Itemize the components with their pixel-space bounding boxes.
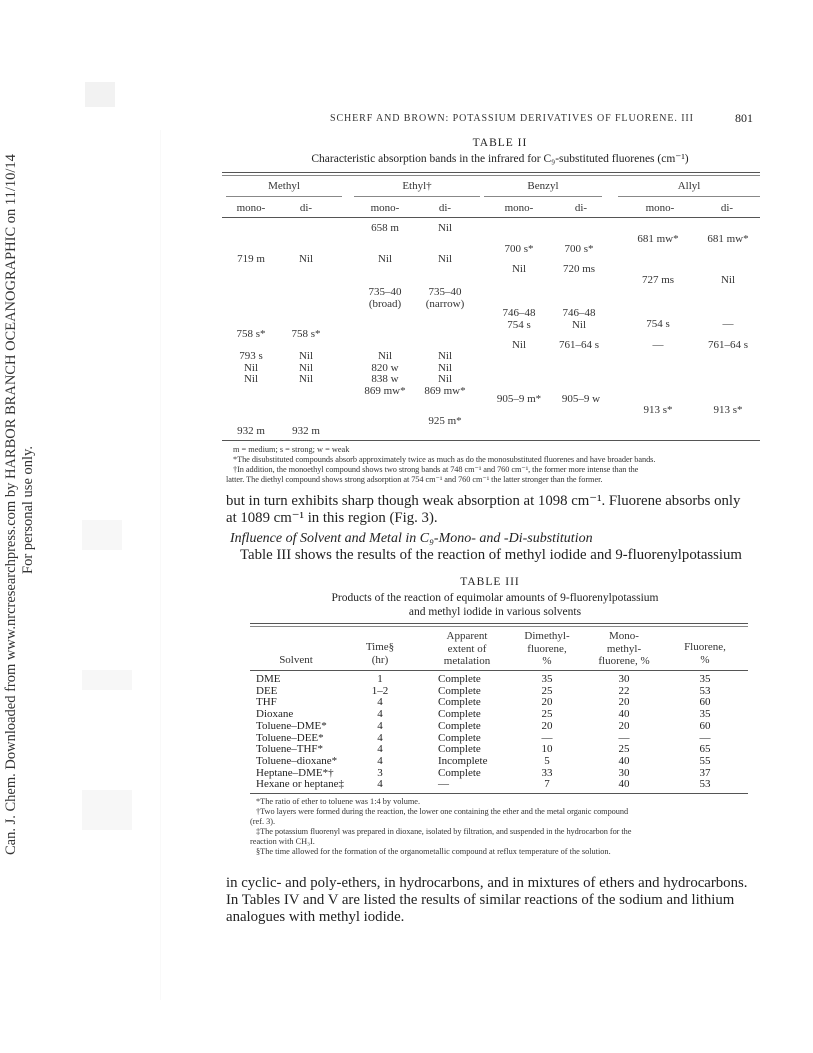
group-rule-ethyl [354, 196, 480, 197]
table3-footnote: §The time allowed for the formation of the organometallic compound at reflux temperature of the solution. [256, 847, 611, 856]
body-paragraph-line: in cyclic- and poly-ethers, in hydrocarbons, and in mixtures of ethers and hydrocarbons. [226, 875, 748, 891]
t3-header-dimethyl: Dimethyl- fluorene, % [524, 630, 570, 667]
t3-column-metalation: Complete Complete Complete Complete Complete Complete Complete Incomplete Complete — [438, 673, 488, 791]
t2-cell: 905–9 m* [496, 393, 542, 405]
subhead-methyl-di: di- [299, 202, 313, 214]
t2-cell: 727 ms [641, 274, 675, 286]
group-header-ethyl: Ethyl† [402, 180, 432, 192]
t2-cell: 761–64 s [707, 339, 749, 351]
t2-cell: Nil [377, 253, 393, 265]
scan-speck [82, 670, 132, 690]
t2-cell: Nil [720, 274, 736, 286]
table3-top-rule-2 [250, 626, 748, 627]
table2-footnote: m = medium; s = strong; w = weak [233, 445, 350, 454]
t3-column-solvent: DME DEE THF Dioxane Toluene–DME* Toluene–DEE* Toluene–THF* Toluene–dioxane* Heptane–DME*† Hexane or heptane‡ [256, 673, 344, 791]
subhead-benzyl-mono: mono- [504, 202, 534, 214]
table3-bottom-rule [250, 793, 748, 794]
t2-cell: Nil [511, 339, 527, 351]
t2-cell: — [722, 318, 734, 330]
scan-gutter [160, 130, 161, 1000]
t2-cell: Nil 820 w 838 w 869 mw* [364, 350, 406, 397]
t3-column-dimethyl: 35 25 20 25 20 — 10 5 33 7 [541, 673, 553, 791]
scan-speck [85, 82, 115, 107]
t2-cell: 719 m [237, 253, 265, 265]
t2-cell: — [652, 339, 664, 351]
t2-cell: 754 s [646, 318, 670, 330]
t2-cell: 761–64 s [558, 339, 600, 351]
subhead-methyl-mono: mono- [236, 202, 266, 214]
t3-header-monomethyl: Mono- methyl- fluorene, % [598, 630, 650, 667]
table2-bottom-rule [222, 440, 760, 441]
group-header-methyl: Methyl [268, 180, 300, 192]
group-rule-allyl [618, 196, 760, 197]
table2-header-rule [222, 217, 760, 218]
subhead-ethyl-mono: mono- [370, 202, 400, 214]
running-head: SCHERF AND BROWN: POTASSIUM DERIVATIVES OF FLUORENE. III [330, 113, 694, 124]
group-rule-methyl [226, 196, 342, 197]
scan-speck [82, 520, 122, 550]
t2-cell: 658 m [371, 222, 399, 234]
table3-title: TABLE III [460, 576, 520, 588]
group-rule-benzyl [484, 196, 602, 197]
subhead-benzyl-di: di- [574, 202, 588, 214]
body-paragraph-line: analogues with methyl iodide. [226, 909, 405, 925]
table3-footnote: *The ratio of ether to toluene was 1:4 by volume. [256, 797, 421, 806]
page-number: 801 [735, 111, 753, 125]
group-header-benzyl: Benzyl [527, 180, 559, 192]
section-heading: Influence of Solvent and Metal in C₉-Mono- and -Di-substitution [230, 531, 593, 546]
t2-cell: Nil [298, 253, 314, 265]
t3-header-metalation: Apparent extent of metalation [443, 630, 491, 667]
t3-column-monomethyl: 30 22 20 40 20 — 25 40 30 40 [618, 673, 630, 791]
watermark-line-1: Can. J. Chem. Downloaded from www.nrcresearchpress.com by HARBOR BRANCH OCEANOGRAPHIC on 11/10/14 [3, 154, 19, 855]
t2-cell: 681 mw* [637, 233, 679, 245]
table3-footnote: ‡The potassium fluorenyl was prepared in dioxane, isolated by filtration, and suspended in the hydrocarbon for the [256, 827, 632, 836]
table2-caption: Characteristic absorption bands in the infrared for C₉-substituted fluorenes (cm⁻¹) [311, 153, 689, 165]
t2-cell: 735–40 (broad) [368, 286, 402, 310]
scan-speck [82, 790, 132, 830]
subhead-allyl-di: di- [720, 202, 734, 214]
t2-cell: 746–48 Nil [562, 307, 596, 331]
t2-cell: Nil Nil Nil 869 mw* [424, 350, 466, 397]
subhead-allyl-mono: mono- [645, 202, 675, 214]
table2-top-rule [222, 172, 760, 173]
t3-header-solvent: Solvent [279, 654, 313, 666]
body-paragraph-line: but in turn exhibits sharp though weak absorption at 1098 cm⁻¹. Fluorene absorbs only [226, 493, 741, 509]
table2-footnote: *The disubstituted compounds absorb approximately twice as much as do the monosubstituted fluorenes and have broader bands. [233, 455, 656, 464]
t2-cell: 913 s* [713, 404, 743, 416]
table3-caption-line-2: and methyl iodide in various solvents [408, 606, 582, 618]
t2-cell: 720 ms [562, 263, 596, 275]
watermark-line-2: For personal use only. [20, 446, 36, 574]
table2-footnote: †In addition, the monoethyl compound shows two strong bands at 748 cm⁻¹ and 760 cm⁻¹, the former more intense than the [233, 465, 639, 474]
body-paragraph-line: at 1089 cm⁻¹ in this region (Fig. 3). [226, 510, 438, 526]
t2-cell: 758 s* [236, 328, 266, 340]
table3-footnote: reaction with CH₃I. [250, 837, 315, 846]
t2-cell: 932 m [237, 425, 265, 437]
table3-caption-line-1: Products of the reaction of equimolar amounts of 9-fluorenylpotassium [331, 592, 659, 604]
table2-title: TABLE II [472, 137, 528, 149]
table3-header-rule [250, 670, 748, 671]
t2-cell: 905–9 w [561, 393, 601, 405]
t2-cell: 925 m* [428, 415, 462, 427]
table2-footnote: latter. The diethyl compound shows strong adsorption at 754 cm⁻¹ and 760 cm⁻¹ the latter stronger than the former. [226, 475, 603, 484]
t2-cell: Nil [511, 263, 527, 275]
t2-cell: 932 m [292, 425, 320, 437]
body-paragraph-line: Table III shows the results of the reaction of methyl iodide and 9-fluorenylpotassium [240, 547, 742, 563]
t2-cell: Nil [437, 253, 453, 265]
t3-column-time: 1 1–2 4 4 4 4 4 4 3 4 [371, 673, 389, 791]
table2-top-rule-2 [222, 175, 760, 176]
group-header-allyl: Allyl [677, 180, 701, 192]
body-paragraph-line: In Tables IV and V are listed the results of similar reactions of the sodium and lithium [226, 892, 735, 908]
t2-cell: 793 s Nil Nil [239, 350, 263, 385]
t3-header-fluorene: Fluorene, % [684, 641, 726, 666]
t2-cell: Nil Nil Nil [298, 350, 314, 385]
t2-cell: 746–48 754 s [502, 307, 536, 331]
t2-cell: Nil [437, 222, 453, 234]
t3-column-fluorene: 35 53 60 35 60 — 65 55 37 53 [699, 673, 711, 791]
t3-header-time: Time§ (hr) [365, 641, 395, 666]
t2-cell: 681 mw* [707, 233, 749, 245]
table3-footnote: †Two layers were formed during the reaction, the lower one containing the ether and the metal organic compound [256, 807, 629, 816]
t2-cell: 913 s* [643, 404, 673, 416]
download-watermark [3, 154, 43, 855]
t2-cell: 735–40 (narrow) [425, 286, 465, 310]
t2-cell: 700 s* [504, 243, 534, 255]
t2-cell: 700 s* [564, 243, 594, 255]
subhead-ethyl-di: di- [438, 202, 452, 214]
t2-cell: 758 s* [291, 328, 321, 340]
table3-top-rule [250, 623, 748, 624]
table3-footnote: (ref. 3). [250, 817, 276, 826]
